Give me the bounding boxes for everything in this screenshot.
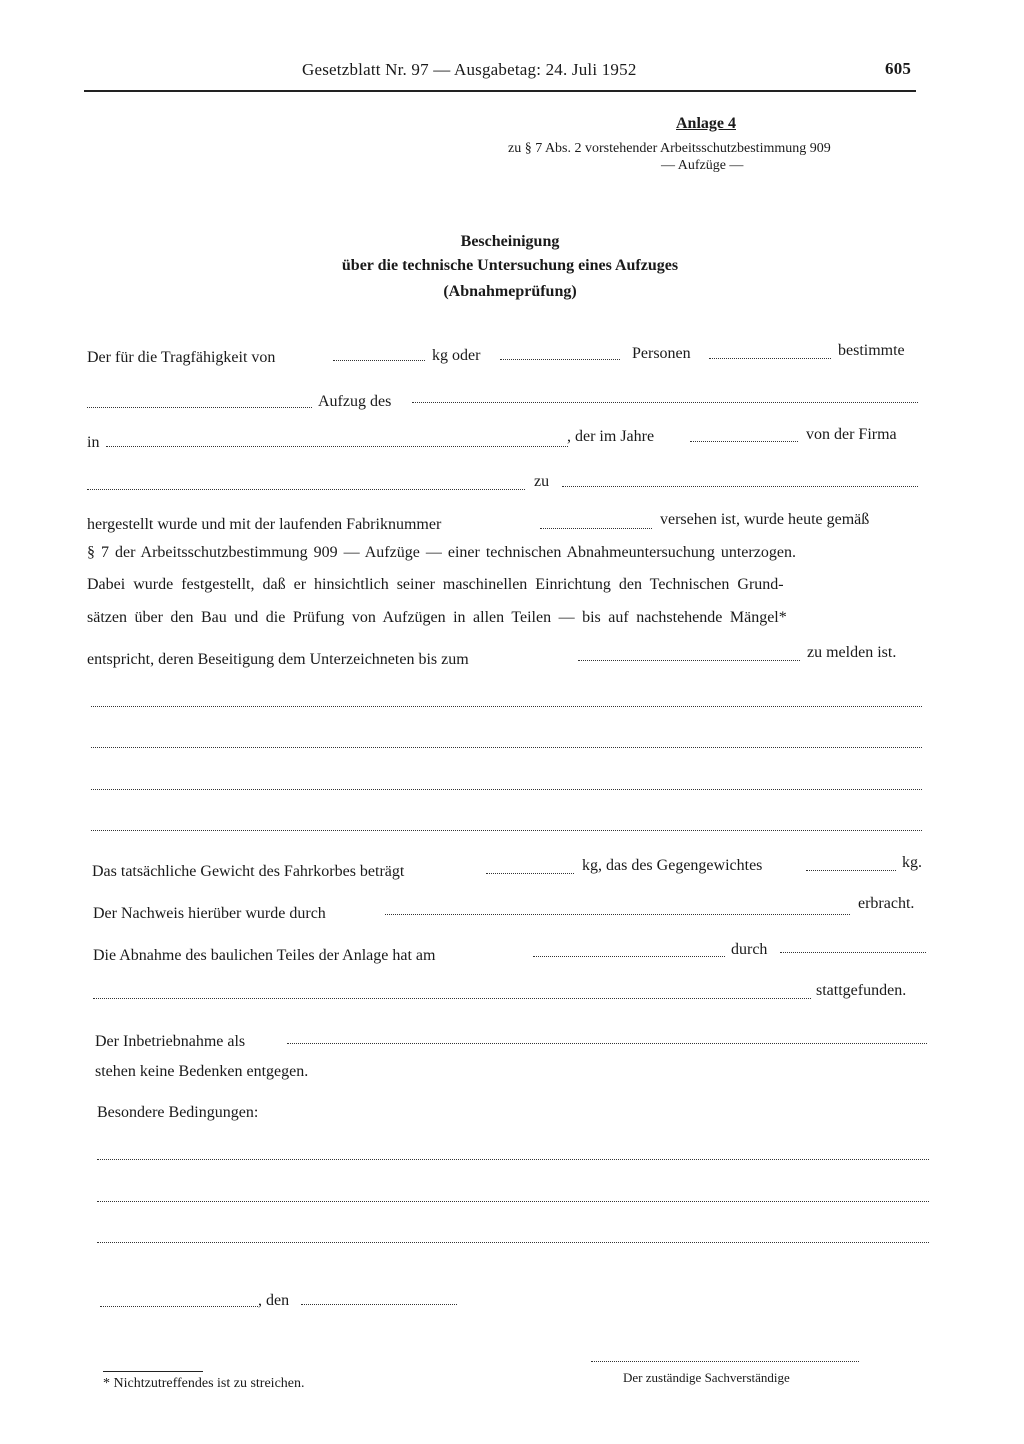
form-text: kg oder <box>432 347 481 364</box>
form-text: Dabei wurde festgestellt, daß er hinsichtlich seiner maschinellen Einrichtung den Technischen Grund- <box>87 576 784 593</box>
page-number: 605 <box>885 59 912 78</box>
form-text: Besondere Bedingungen: <box>97 1104 259 1121</box>
form-text: versehen ist, wurde heute gemäß <box>660 511 870 528</box>
form-text: zu melden ist. <box>807 644 897 661</box>
signature-label: Der zuständige Sachverständige <box>623 1370 790 1385</box>
gazette-header: Gesetzblatt Nr. 97 — Ausgabetag: 24. Juli 1952 <box>302 60 637 79</box>
form-text: bestimmte <box>838 342 905 359</box>
defects-line[interactable] <box>91 706 922 707</box>
form-text: durch <box>731 941 768 958</box>
car-weight-field[interactable] <box>486 873 574 874</box>
footnote: * Nichtzutreffendes ist zu streichen. <box>103 1376 305 1391</box>
form-text: stehen keine Bedenken entgegen. <box>95 1063 309 1080</box>
form-text: , den <box>258 1292 290 1309</box>
counterweight-field[interactable] <box>806 870 896 871</box>
acceptance-date-field[interactable] <box>533 956 725 957</box>
form-text: Personen <box>632 345 691 362</box>
persons-field[interactable] <box>500 359 620 360</box>
title: Bescheinigung <box>460 233 560 250</box>
form-text: von der Firma <box>806 426 897 443</box>
conditions-line[interactable] <box>97 1159 929 1160</box>
purpose-field[interactable] <box>709 358 831 359</box>
deadline-field[interactable] <box>578 660 800 661</box>
owner-field[interactable] <box>412 402 918 403</box>
annex-reference: zu § 7 Abs. 2 vorstehender Arbeitsschutzbestimmung 909 <box>508 141 831 156</box>
subtitle: über die technische Untersuchung eines Aufzuges <box>341 257 679 274</box>
annex-label: Anlage 4 <box>676 115 736 132</box>
form-text: erbracht. <box>858 895 915 912</box>
form-text: in <box>87 434 100 451</box>
location-field[interactable] <box>106 446 568 447</box>
form-text: Der Nachweis hierüber wurde durch <box>93 905 326 922</box>
form-text: sätzen über den Bau und die Prüfung von Aufzügen in allen Teilen — bis auf nachstehende Mängel* <box>87 609 787 626</box>
form-text: Das tatsächliche Gewicht des Fahrkorbes beträgt <box>92 863 405 880</box>
subtitle-paren: (Abnahmeprüfung) <box>443 283 577 300</box>
manufacturer-location-field[interactable] <box>562 486 918 487</box>
form-text: Aufzug des <box>318 393 392 410</box>
form-text: hergestellt wurde und mit der laufenden Fabriknummer <box>87 516 442 533</box>
form-text: Der Inbetriebnahme als <box>95 1033 246 1050</box>
manufacturer-field[interactable] <box>87 489 525 490</box>
form-text: stattgefunden. <box>816 982 907 999</box>
date-field[interactable] <box>301 1304 457 1305</box>
acceptance-by-field[interactable] <box>780 952 926 953</box>
form-text: kg, das des Gegengewichtes <box>582 857 763 874</box>
elevator-type-field[interactable] <box>87 407 312 408</box>
defects-line[interactable] <box>91 830 922 831</box>
annex-subtitle: — Aufzüge — <box>661 158 744 173</box>
commissioning-as-field[interactable] <box>287 1043 927 1044</box>
header-rule <box>84 90 916 92</box>
place-field[interactable] <box>100 1306 258 1307</box>
year-field[interactable] <box>690 441 798 442</box>
form-text: , der im Jahre <box>567 428 655 445</box>
conditions-line[interactable] <box>97 1201 929 1202</box>
conditions-line[interactable] <box>97 1242 929 1243</box>
form-text: Der für die Tragfähigkeit von <box>87 349 276 366</box>
form-text: zu <box>534 473 550 490</box>
acceptance-by-field-2[interactable] <box>93 998 811 999</box>
capacity-kg-field[interactable] <box>333 360 425 361</box>
footnote-rule <box>103 1371 203 1372</box>
signature-line[interactable] <box>591 1361 859 1362</box>
proof-by-field[interactable] <box>385 914 850 915</box>
defects-line[interactable] <box>91 789 922 790</box>
form-text: kg. <box>902 854 922 871</box>
form-text: Die Abnahme des baulichen Teiles der Anlage hat am <box>93 947 436 964</box>
form-text: entspricht, deren Beseitigung dem Unterzeichneten bis zum <box>87 651 469 668</box>
defects-line[interactable] <box>91 747 922 748</box>
serial-number-field[interactable] <box>540 528 652 529</box>
form-text: § 7 der Arbeitsschutzbestimmung 909 — Aufzüge — einer technischen Abnahmeuntersuchung unterzogen. <box>87 544 796 561</box>
